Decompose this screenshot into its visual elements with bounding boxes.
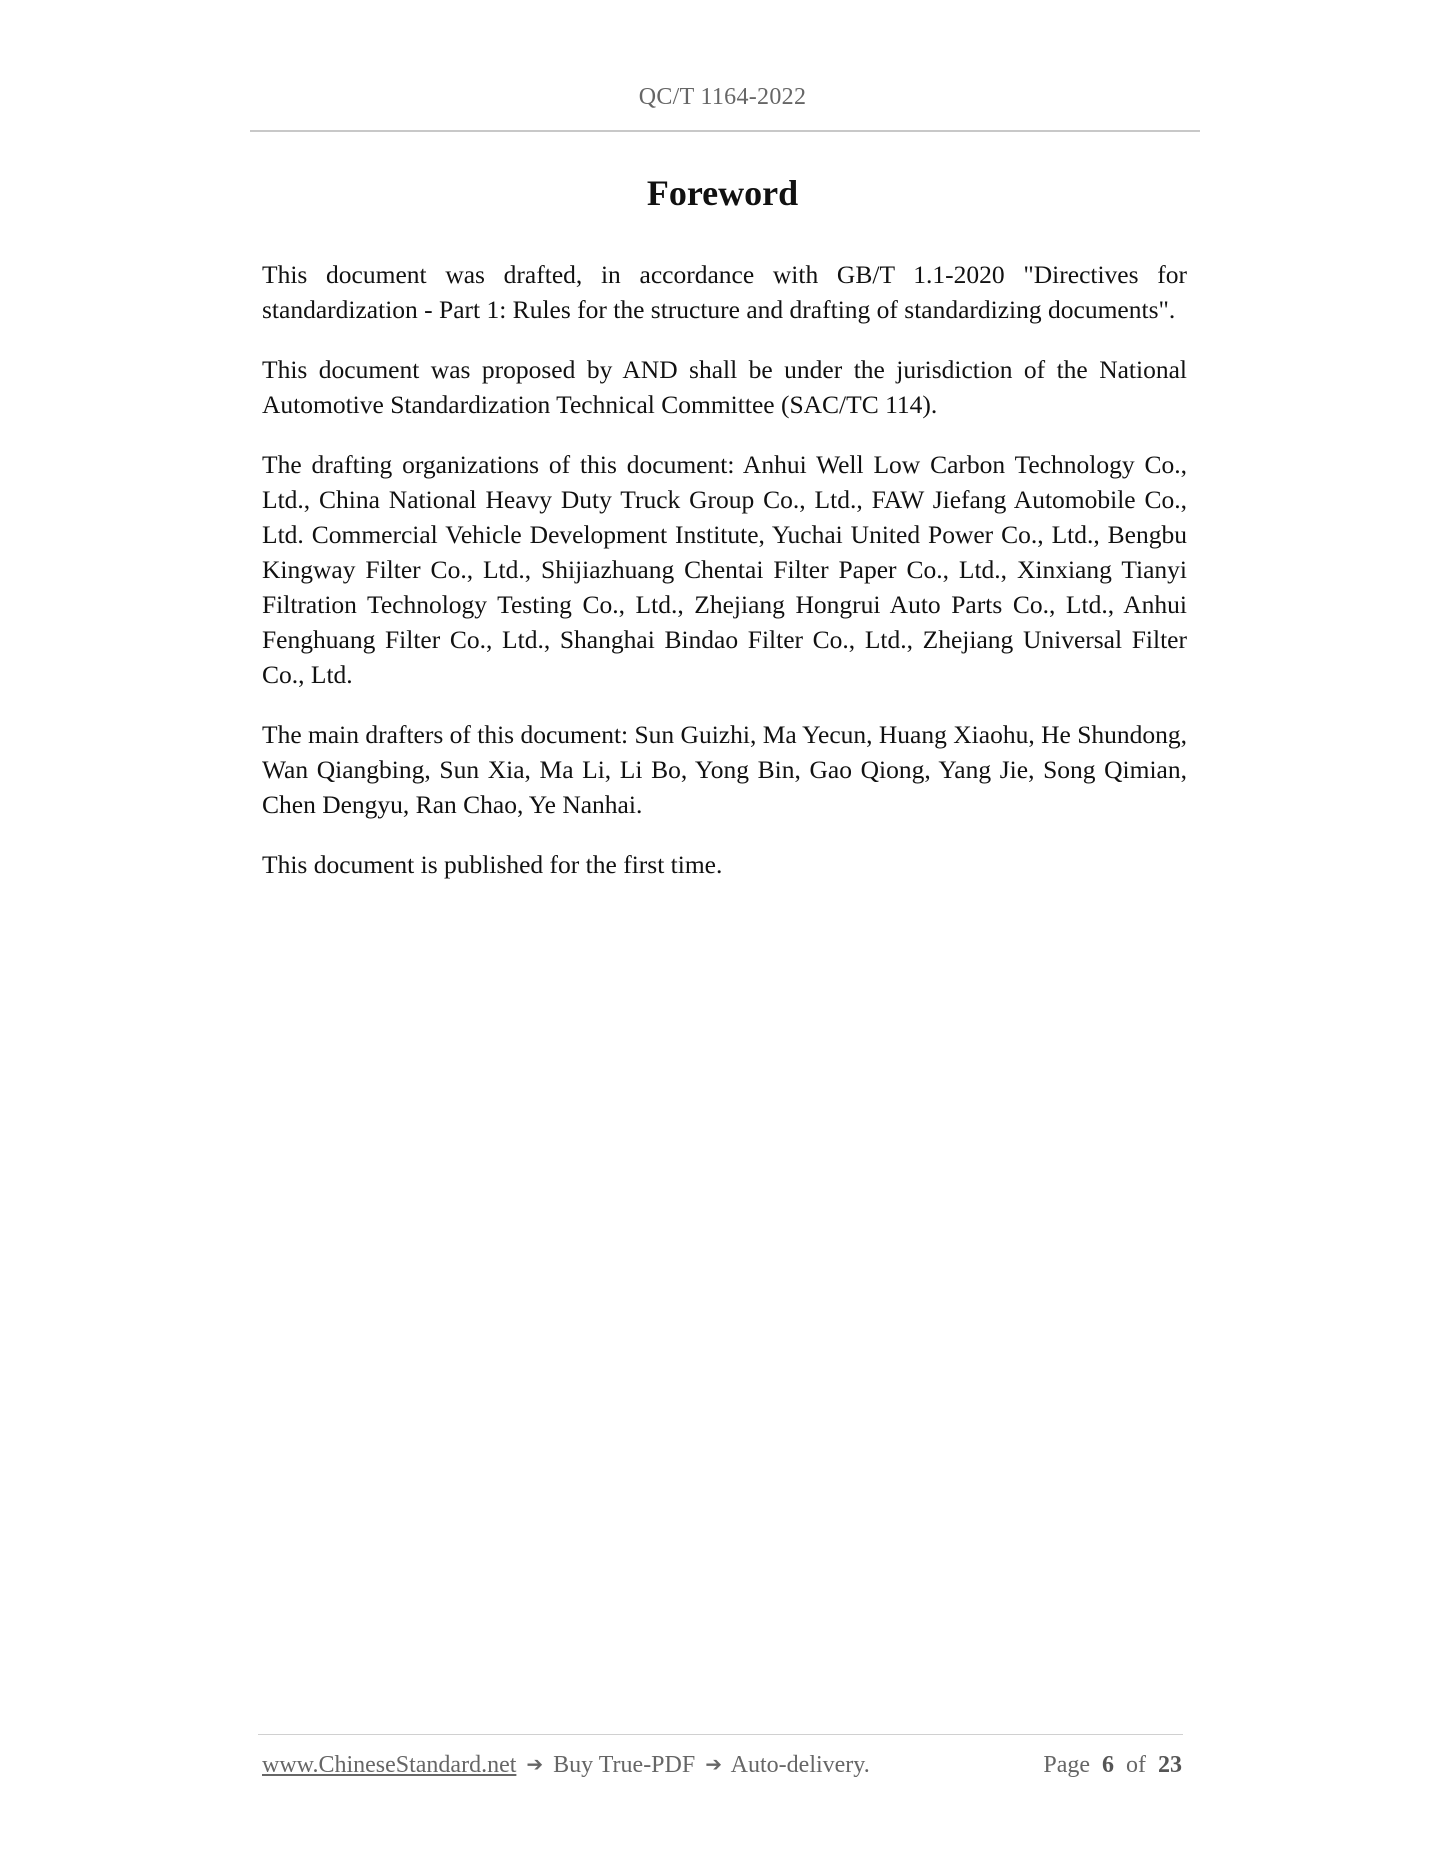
buy-pdf-text: Buy True-PDF [553, 1752, 696, 1778]
page-title: Foreword [646, 173, 799, 213]
auto-delivery-text: Auto-delivery. [730, 1752, 870, 1778]
page-number [1043, 1752, 1182, 1779]
paragraph-first-publication: This document is published for the first time. [262, 850, 723, 879]
page-current: 6 [1102, 1752, 1114, 1778]
page-total: 23 [1158, 1752, 1182, 1778]
page-footer [262, 1752, 1182, 1788]
foreword-body [262, 257, 1187, 907]
right-arrow-icon: ➔ [705, 1752, 722, 1776]
page-of-label: of [1126, 1752, 1146, 1778]
paragraph-drafting-organizations: The drafting organizations of this document: Anhui Well Low Carbon Technology Co., Ltd., China National Heavy Duty Truck Group Co., Ltd., FAW Jiefang Automobile Co., Ltd. Commercial Vehicle Development Institute, Yuchai United Power Co., Ltd., Bengbu Kingway Filter Co., Ltd., Shijiazhuang Chentai Filter Paper Co., Ltd., Xinxiang Tianyi Filtration Technology Testing Co., Ltd., Zhejiang Hongrui Auto Parts Co., Ltd., Anhui Fenghuang Filter Co., Ltd., Shanghai Bindao Filter Co., Ltd., Zhejiang Universal Filter Co., Ltd. [262, 450, 1187, 689]
paragraph-jurisdiction: This document was proposed by AND shall be under the jurisdiction of the National Automotive Standardization Technical Committee (SAC/TC 114). [262, 355, 1187, 419]
right-arrow-icon: ➔ [526, 1752, 544, 1776]
footer-divider [258, 1734, 1183, 1735]
page-label: Page [1043, 1752, 1090, 1778]
paragraph-drafting-rules: This document was drafted, in accordance with GB/T 1.1-2020 "Directives for standardization - Part 1: Rules for the structure and drafting of standardizing documents". [262, 260, 1187, 324]
header-divider [250, 130, 1200, 132]
footer-promo [262, 1752, 870, 1779]
paragraph-main-drafters: The main drafters of this document: Sun Guizhi, Ma Yecun, Huang Xiaohu, He Shundong, Wan Qiangbing, Sun Xia, Ma Li, Li Bo, Yong Bin, Gao Qiong, Yang Jie, Song Qimian, Chen Dengyu, Ran Chao, Ye Nanhai. [262, 720, 1187, 819]
website-link[interactable]: www.ChineseStandard.net [262, 1752, 517, 1778]
running-header: QC/T 1164-2022 [638, 84, 807, 110]
